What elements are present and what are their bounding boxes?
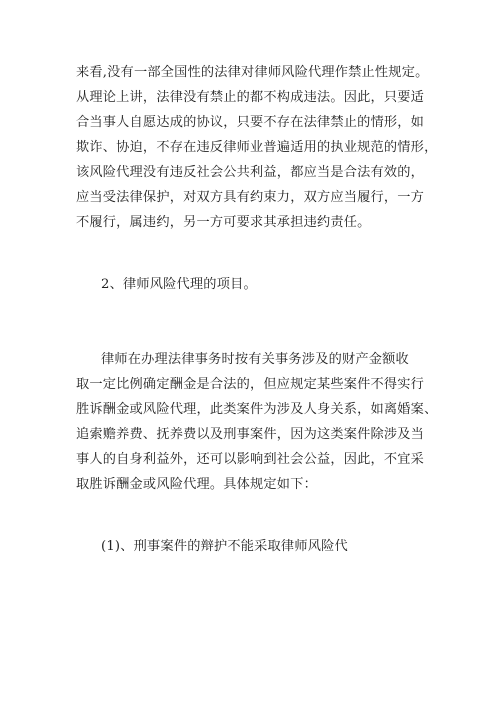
section-heading: 2、律师风险代理的项目。 xyxy=(101,277,257,292)
list-item: (1)、刑事案件的辩护不能采取律师风险代 xyxy=(101,539,348,554)
paragraph-line: 事人的自身利益外，还可以影响到社会公益，因此，不宜采 xyxy=(76,452,425,467)
paragraph-line: 合当事人自愿达成的协议，只要不存在法律禁止的情形，如 xyxy=(76,115,425,130)
paragraph-line: 胜诉酬金或风险代理，此类案件为涉及人身关系，如离婚案、 xyxy=(76,402,438,417)
paragraph-line: 来看,没有一部全国性的法律对律师风险代理作禁止性规定。 xyxy=(76,65,429,80)
paragraph-line: 取胜诉酬金或风险代理。具体规定如下： xyxy=(76,477,317,492)
paragraph-line: 从理论上讲，法律没有禁止的都不构成违法。因此，只要适 xyxy=(76,90,425,105)
paragraph-line: 取一定比例确定酬金是合法的，但应规定某些案件不得实行 xyxy=(76,377,425,392)
paragraph-line: 律师在办理法律事务时按有关事务涉及的财产金额收 xyxy=(101,352,409,367)
paragraph-line: 不履行，属违约，另一方可要求其承担违约责任。 xyxy=(76,215,371,230)
paragraph-line: 追索赡养费、抚养费以及刑事案件，因为这类案件除涉及当 xyxy=(76,427,425,442)
paragraph-line: 应当受法律保护，对双方具有约束力，双方应当履行，一方 xyxy=(76,190,425,205)
paragraph-line: 该风险代理没有违反社会公共利益，都应当是合法有效的， xyxy=(76,165,425,180)
paragraph-line: 欺诈、协迫，不存在违反律师业普遍适用的执业规范的情形， xyxy=(76,140,438,155)
